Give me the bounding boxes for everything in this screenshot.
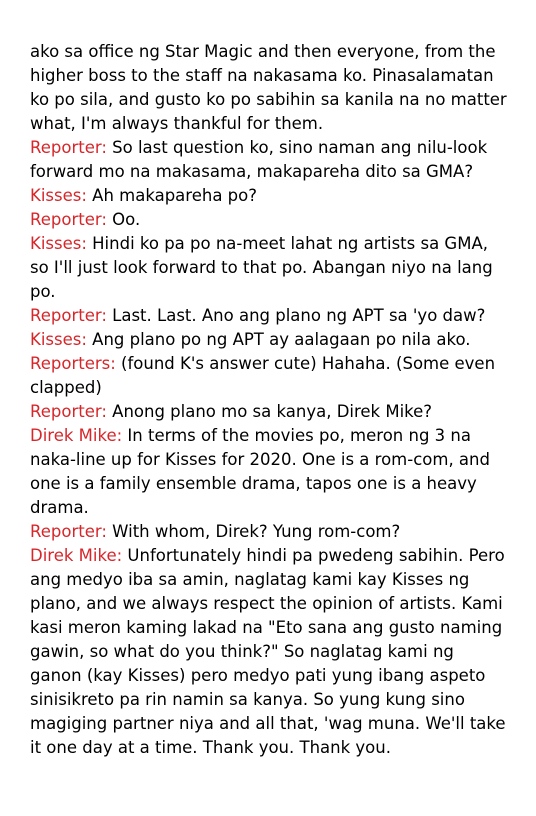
speaker-label: Direk Mike: xyxy=(30,426,123,445)
dialogue-line xyxy=(30,544,510,760)
dialogue-text: Anong plano mo sa kanya, Direk Mike? xyxy=(106,402,433,421)
dialogue-text: Hindi ko pa po na-meet lahat ng artists sa GMA, so I'll just look forward to that po. Abangan niyo na lang po. xyxy=(30,234,493,301)
dialogue-line xyxy=(30,424,510,520)
intro-paragraph: ako sa office ng Star Magic and then everyone, from the higher boss to the staff na nakasama ko. Pinasalamatan ko po sila, and gusto ko po sabihin sa kanila na no matter what, I'm always thankful for them. xyxy=(30,42,507,133)
dialogue-line xyxy=(30,520,510,544)
speaker-label: Reporter: xyxy=(30,138,107,157)
dialogue-line xyxy=(30,208,510,232)
dialogue-line xyxy=(30,328,510,352)
dialogue-line xyxy=(30,232,510,304)
dialogue-line xyxy=(30,400,510,424)
dialogue-line xyxy=(30,136,510,184)
speaker-label: Reporter: xyxy=(30,306,107,325)
dialogue-text: (found K's answer cute) Hahaha. (Some even clapped) xyxy=(30,354,496,397)
speaker-label: Reporter: xyxy=(30,210,107,229)
dialogue-line xyxy=(30,304,510,328)
dialogue-text: In terms of the movies po, meron ng 3 na naka-line up for Kisses for 2020. One is a rom-com, and one is a family ensemble drama, tapos one is a heavy drama. xyxy=(30,426,490,517)
speaker-label: Kisses: xyxy=(30,234,87,253)
dialogue-line xyxy=(30,352,510,400)
dialogue-text: Ah makapareha po? xyxy=(86,186,257,205)
speaker-label: Kisses: xyxy=(30,186,87,205)
interview-transcript xyxy=(30,40,510,760)
dialogue-text: With whom, Direk? Yung rom-com? xyxy=(106,522,401,541)
speaker-label: Direk Mike: xyxy=(30,546,123,565)
dialogue-text: Oo. xyxy=(106,210,141,229)
speaker-label: Reporter: xyxy=(30,522,107,541)
speaker-label: Kisses: xyxy=(30,330,87,349)
dialogue-text: Last. Last. Ano ang plano ng APT sa 'yo daw? xyxy=(106,306,486,325)
speaker-label: Reporters: xyxy=(30,354,116,373)
dialogue-text: Unfortunately hindi pa pwedeng sabihin. Pero ang medyo iba sa amin, naglatag kami kay Kisses ng plano, and we always respect the opinion of artists. Kami kasi meron kaming lakad na "Eto sana ang gusto naming gawin, so what do you think?" So naglatag kami ng ganon (kay Kisses) pero medyo pati yung ibang aspeto sinisikreto pa rin namin sa kanya. So yung kung sino magiging partner niya and all that, 'wag muna. We'll take it one day at a time. Thank you. Thank you. xyxy=(30,546,506,757)
speaker-label: Reporter: xyxy=(30,402,107,421)
dialogue-text: So last question ko, sino naman ang nilu-look forward mo na makasama, makapareha dito sa GMA? xyxy=(30,138,488,181)
dialogue-line xyxy=(30,184,510,208)
dialogue-text: Ang plano po ng APT ay aalagaan po nila ako. xyxy=(86,330,471,349)
